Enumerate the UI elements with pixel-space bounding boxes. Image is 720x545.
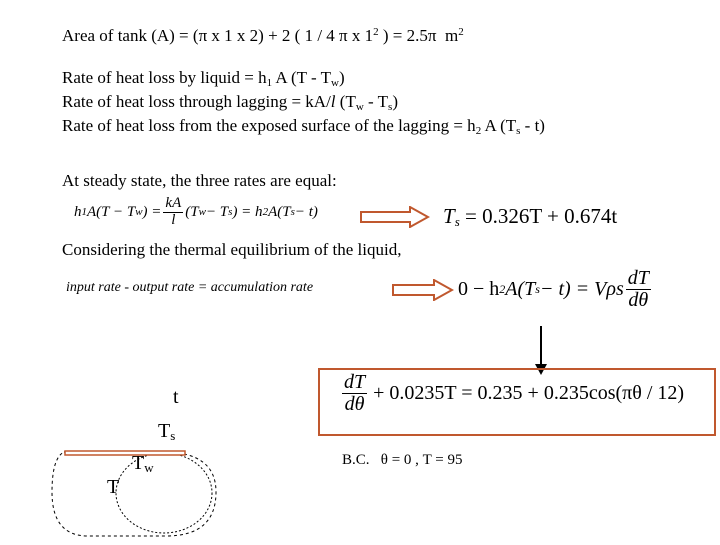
equilibrium-heading: Considering the thermal equilibrium of the liquid, bbox=[62, 240, 402, 259]
surface-temperature-result: $T_s = 0.326T + 0.674t$ bbox=[443, 204, 618, 229]
boundary-condition: B.C. θ = 0 , T = 95 bbox=[342, 452, 463, 468]
ode-equation: $\frac{dT}{d\theta}$ + 0.0235T = 0.235 + 0.235cos(πθ / 12) bbox=[344, 371, 685, 415]
area-equation: Area of tank (A) = (π x 1 x 2) + 2 ( 1 / 4 π x $1^2$ ) = 2.5π $m^2$ bbox=[62, 26, 464, 45]
liquid-temp-label: T bbox=[107, 476, 120, 498]
rate-liquid: Rate of heat loss by liquid = $h_1$ A $(T - T_w)$ bbox=[62, 68, 345, 89]
steady-state-heading: At steady state, the three rates are equal: bbox=[62, 171, 337, 190]
wall-temp-label: $T_w$ bbox=[132, 452, 154, 475]
word-equation: input rate - output rate = accumulation rate bbox=[66, 280, 314, 295]
k-over-l-fraction: $\frac{kA}{l}$ bbox=[165, 195, 182, 228]
ode-derivative-fraction: $\frac{dT}{d\theta}$ bbox=[344, 371, 366, 415]
rate-lagging: Rate of heat loss through lagging = kA/l $(T_w - T_s)$ bbox=[62, 92, 398, 113]
ambient-temp-label: t bbox=[173, 386, 179, 408]
right-arrow-icon bbox=[392, 279, 454, 301]
rate-surface: Rate of heat loss from the exposed surface of the lagging = $h_2$ A $(T_s - t)$ bbox=[62, 116, 545, 137]
surface-temp-label: $T_s$ bbox=[158, 420, 176, 443]
steady-state-equation: h 1 A(T − T w ) = $\frac{kA}{l}$ (T w − T s ) = h 2 A(T s − t) bbox=[74, 195, 318, 228]
dT-dtheta-fraction: $\frac{dT}{d\theta}$ bbox=[627, 267, 649, 311]
right-arrow-icon bbox=[360, 206, 430, 228]
energy-balance-equation: 0 − h 2 A(T s − t) = Vρs $\frac{dT}{d\theta}$ bbox=[458, 267, 649, 311]
